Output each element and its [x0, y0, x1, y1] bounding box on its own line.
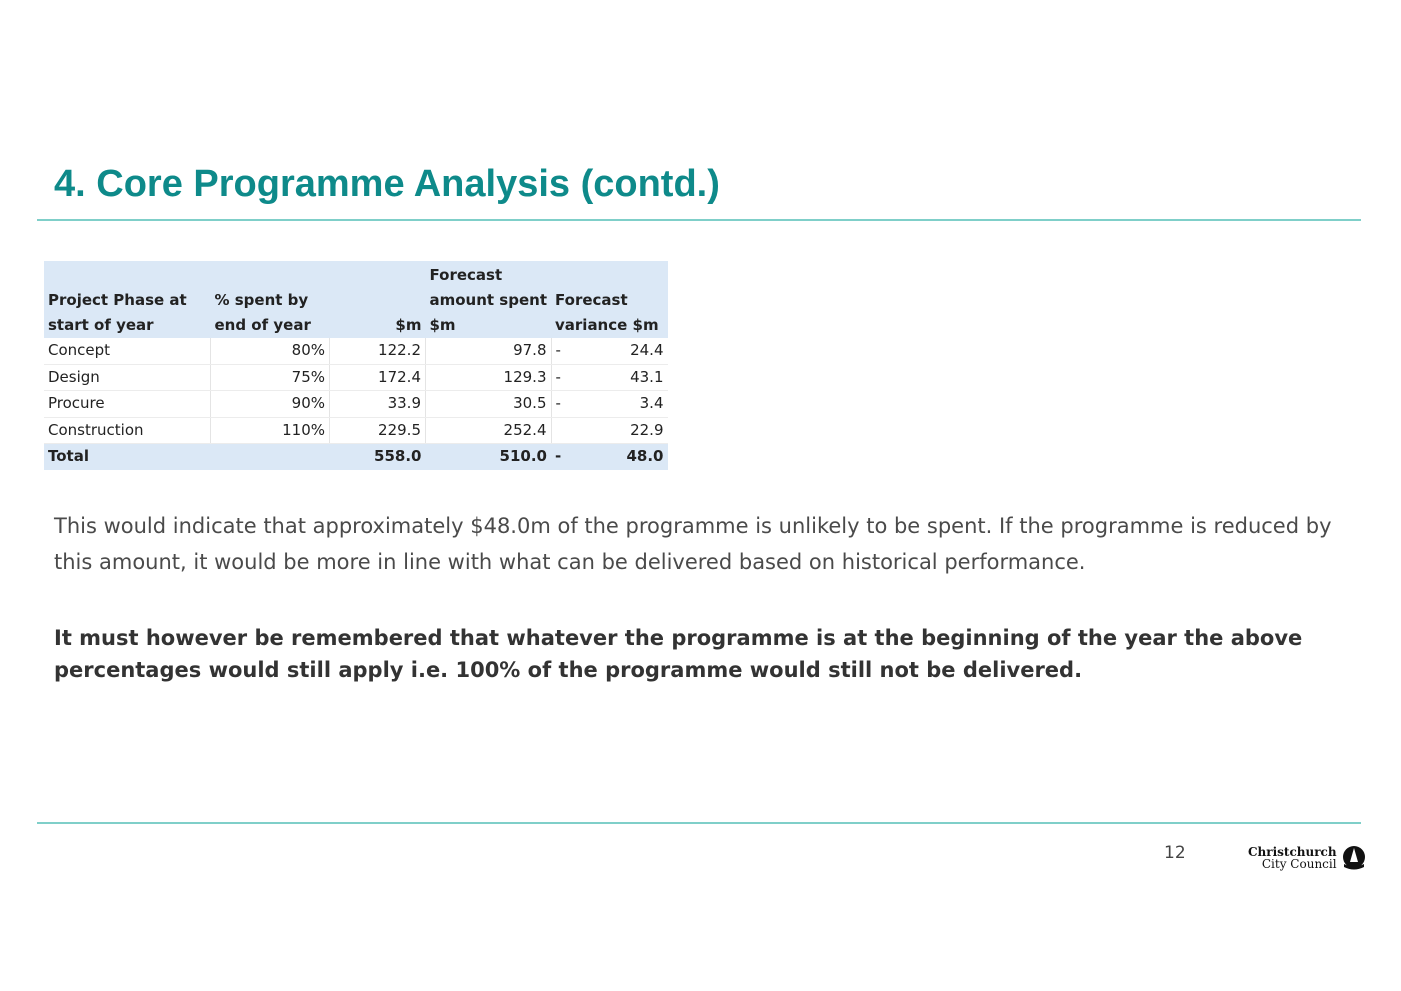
table-total-row: Total 558.0 510.0 - 48.0	[44, 444, 668, 470]
page-title: 4. Core Programme Analysis (contd.)	[54, 163, 720, 205]
logo-line-2: City Council	[1261, 857, 1337, 871]
footer-divider	[37, 822, 1361, 824]
header-forecast: Forecast amount spent $m	[426, 261, 552, 338]
logo-line-1: Christchurch	[1248, 845, 1337, 859]
table-row: Concept 80% 122.2 97.8 - 24.4	[44, 338, 668, 364]
summary-paragraph: This would indicate that approximately $48.0m of the programme is unlikely to be spent. If the programme is reduced by this amount, it would be more in line with what can be delivered based on historical performance.	[54, 514, 1332, 574]
table-row: Procure 90% 33.9 30.5 - 3.4	[44, 391, 668, 418]
header-variance: Forecast variance $m	[551, 261, 668, 338]
page-number: 12	[1164, 843, 1186, 863]
council-logo	[1248, 845, 1367, 871]
table-row: Construction 110% 229.5 252.4 22.9	[44, 417, 668, 444]
programme-table	[44, 261, 668, 470]
header-sm: $m	[330, 261, 426, 338]
cathedral-logo-icon	[1341, 845, 1367, 871]
title-divider	[37, 219, 1361, 221]
header-phase: Project Phase at start of year	[44, 261, 211, 338]
table-row: Design 75% 172.4 129.3 - 43.1	[44, 364, 668, 391]
caveat-paragraph: It must however be remembered that whatever the programme is at the beginning of the year the above percentages would still apply i.e. 100% of the programme would still not be delivered.	[54, 626, 1303, 682]
header-pct: % spent by end of year	[211, 261, 330, 338]
table-header-row	[44, 261, 668, 338]
